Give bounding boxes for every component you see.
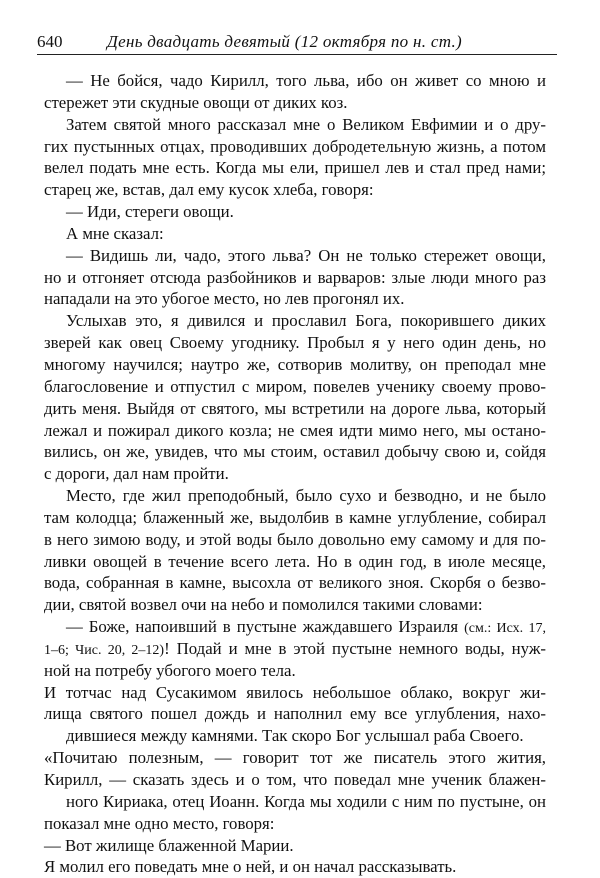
text-line: с дороги, дал нам пройти. <box>44 464 229 484</box>
text-line: велел подать мне есть. Когда мы ели, пришел лев и стал пред нами; <box>44 158 546 178</box>
text-line: дить меня. Выйдя от святого, мы встретили на дороге льва, который <box>44 398 546 418</box>
text-line: показал мне одно место, говоря: <box>44 813 275 833</box>
text-line: там колодца; блаженный же, выдолбив в камне углубление, собирал <box>44 507 546 527</box>
running-header <box>37 30 557 55</box>
text-line <box>44 638 546 660</box>
text-line: благословение и отпустил с миром, повелев ученику своему прово- <box>44 376 546 396</box>
text-line: вода, собранная в камне, высохла от великого зноя. Скорбя о безво- <box>44 573 546 593</box>
text-line: А мне сказал: <box>66 223 164 243</box>
text-line: Я молил его поведать мне о ней, и он начал рассказывать. <box>44 857 457 877</box>
running-title: День двадцать девятый (12 октября по н. ст.) <box>107 32 462 51</box>
text-line: старец же, встав, дал ему кусок хлеба, говоря: <box>44 180 374 200</box>
text-line: вились, он же, увидев, что мы стоим, оставил добычу свою и, сойдя <box>44 442 546 462</box>
text-line: дившиеся между камнями. Так скоро Бог услышал раба Своего. <box>66 726 524 746</box>
text-line: Услыхав это, я дивился и прославил Бога, покорившего диких <box>66 311 546 331</box>
text-line: Место, где жил преподобный, было сухо и безводно, и не было <box>66 486 546 506</box>
text-line: лежал и пожирал дикого козла; не смея идти мимо него, мы остано- <box>44 420 546 440</box>
text-line: Затем святой много рассказал мне о Великом Евфимии и о дру- <box>66 114 546 134</box>
text-line: многому научился; наутро же, сотворив молитву, он преподал мне <box>44 354 546 374</box>
text-line: но и отгоняет отсюда разбойников и варваров: злые люди много раз <box>44 267 546 287</box>
text-line: нападали на это убогое место, но лев прогонял их. <box>44 289 405 309</box>
text-line: И тотчас над Сусакимом явилось небольшое облако, вокруг жи- <box>44 682 546 702</box>
text-line: стережет эти скудные овощи от диких коз. <box>44 92 348 112</box>
text-line: ного Кириака, отец Иоанн. Когда мы ходили с ним по пустыне, он <box>66 791 546 811</box>
text-line: — Иди, стереги овощи. <box>66 202 234 222</box>
text-line: «Почитаю полезным, — говорит тот же писатель этого жития, <box>44 748 546 768</box>
text-line: — Видишь ли, чадо, этого льва? Он не только стережет овощи, <box>66 245 546 265</box>
text-line: — Не бойся, чадо Кирилл, того льва, ибо он живет со мною и <box>66 71 546 90</box>
text-line <box>66 616 546 638</box>
text-line: гих пустынных отцах, проводивших добродетельную жизнь, а потом <box>44 136 546 156</box>
text-line: ной на потребу убогого моего тела. <box>44 660 296 680</box>
text-line: дии, святой возвел очи на небо и помолился такими словами: <box>44 595 483 615</box>
text-fragment: ! Подай и мне в этой пустыне немного воды, нуж- <box>164 638 547 658</box>
text-fragment: — Боже, напоивший в пустыне жаждавшего Израиля <box>66 617 459 637</box>
text-line: зверей как овец Своему угоднику. Пробыл я у него один день, но <box>44 333 546 353</box>
text-line: ливки овощей в течение всего лета. Но в один год, в июле месяце, <box>44 551 546 571</box>
scripture-reference: (см.: Исх. 17, <box>464 621 546 637</box>
text-line: — Вот жилище блаженной Марии. <box>44 835 294 855</box>
text-line: Кирилл, — сказать здесь и о том, что поведал мне ученик блажен- <box>44 770 546 789</box>
page-number: 640 <box>37 32 63 51</box>
scripture-reference: 1–6; Чис. 20, 2–12) <box>44 642 165 658</box>
body-text <box>44 70 547 878</box>
text-line: в него зимою воду, и этой воды было довольно ему самому и для по- <box>44 529 546 549</box>
text-line: лища святого пошел дождь и наполнил ему все углубления, нахо- <box>44 704 546 724</box>
